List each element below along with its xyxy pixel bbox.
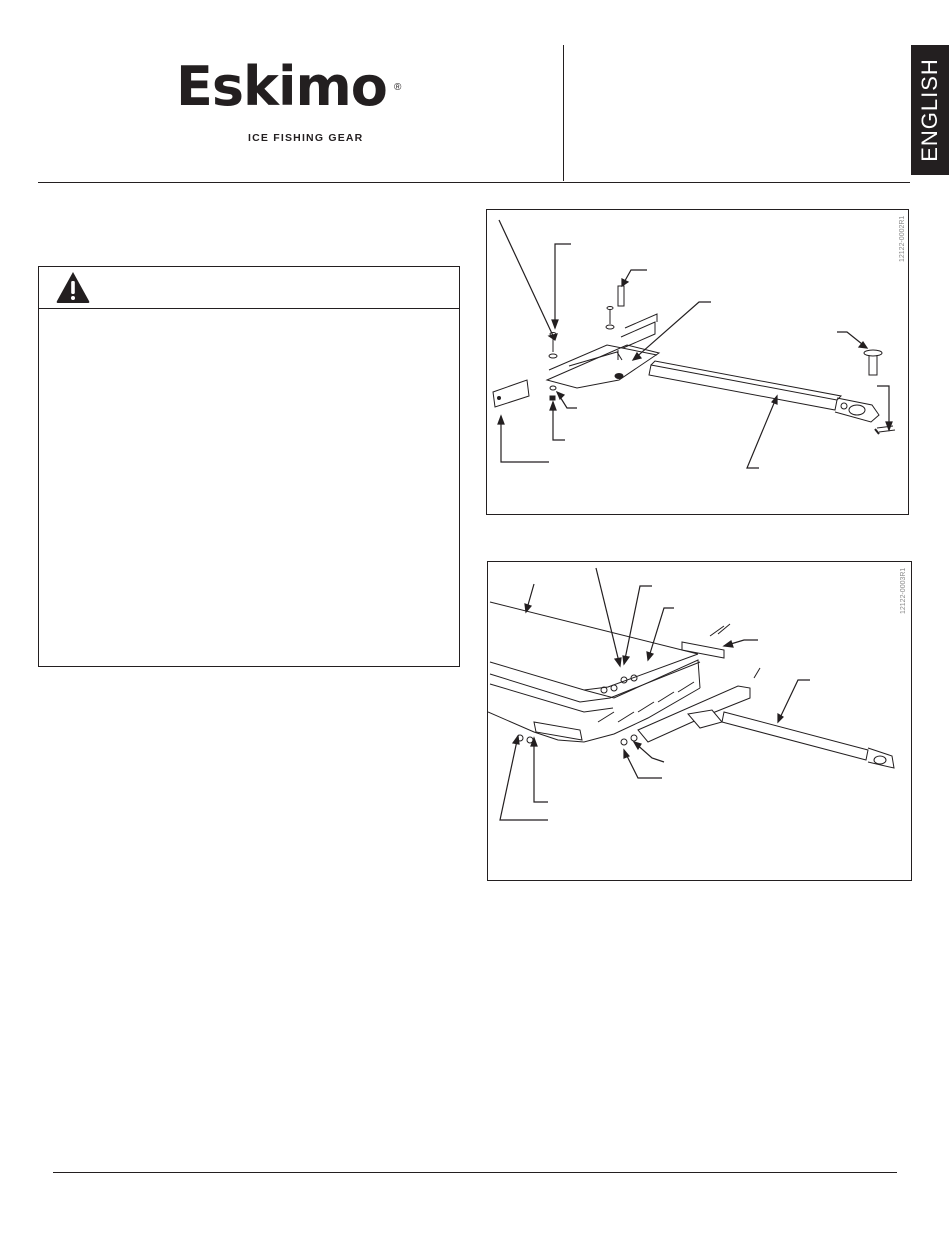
header-divider — [563, 45, 564, 181]
figure-hitch-assembly — [486, 209, 909, 515]
language-tab — [911, 45, 949, 175]
figure-2-leader-lines — [488, 562, 911, 880]
warning-triangle-icon — [55, 270, 91, 304]
figure-code: 12122-0003R1 — [900, 567, 907, 614]
logo-tagline: ICE FISHING GEAR — [248, 132, 364, 144]
header-rule — [38, 182, 910, 183]
registered-mark: ® — [394, 82, 402, 93]
warning-box — [38, 266, 460, 667]
figure-code: 12122-0002R1 — [899, 215, 906, 262]
brand-logo — [172, 55, 412, 148]
logo-wordmark: Eskimo — [176, 55, 387, 118]
footer-rule — [53, 1172, 897, 1173]
language-label: ENGLISH — [917, 58, 942, 162]
figure-1-leader-lines — [487, 210, 908, 514]
warning-header — [39, 267, 459, 309]
figure-sled-attachment — [487, 561, 912, 881]
